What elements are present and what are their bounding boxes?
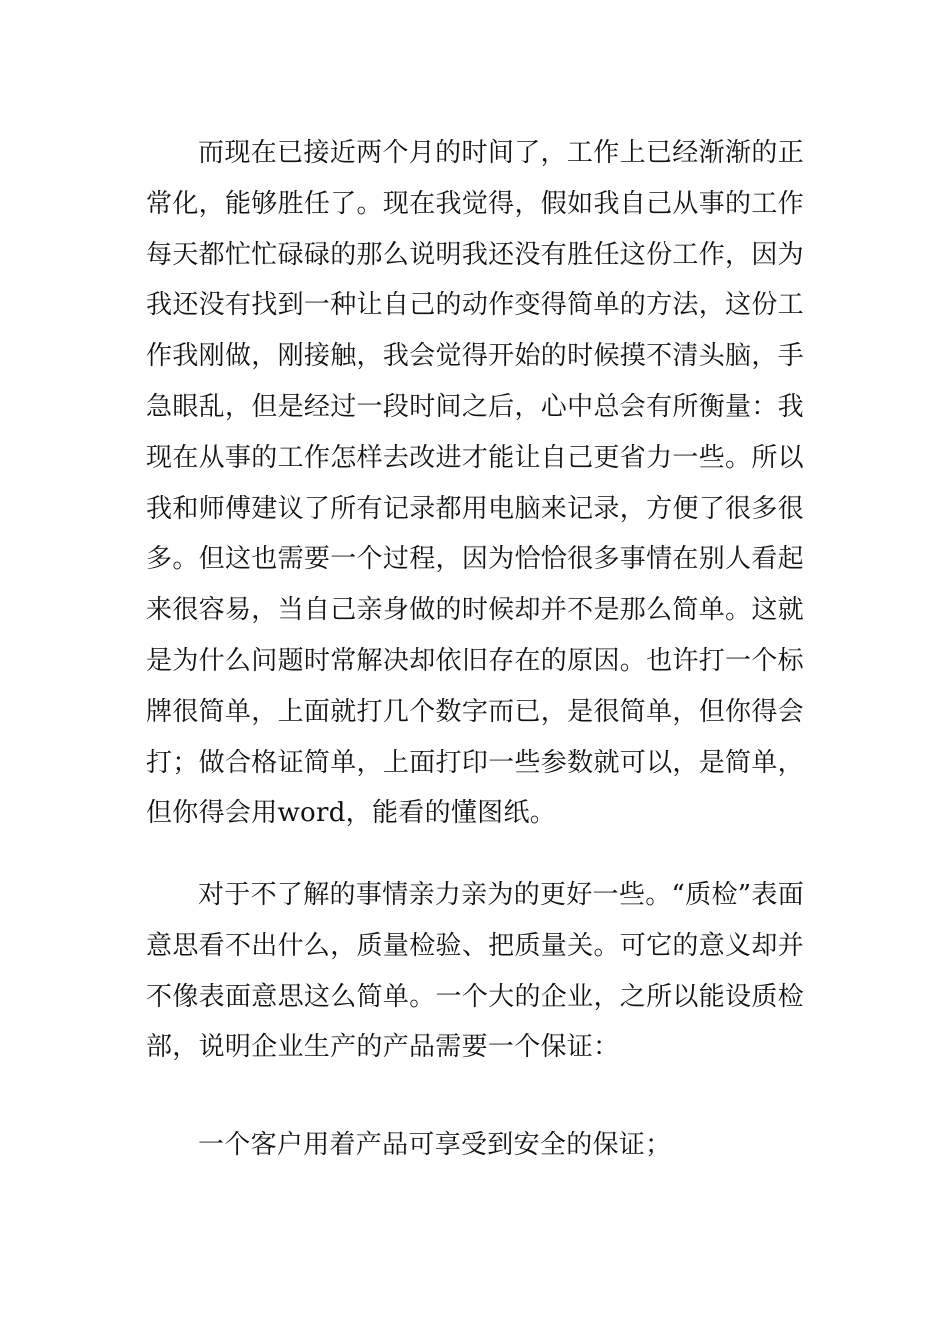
body-paragraph-1: 而现在已接近两个月的时间了，工作上已经渐渐的正常化，能够胜任了。现在我觉得，假如我自己从事的工作每天都忙忙碌碌的那么说明我还没有胜任这份工作，因为我还没有找到一种让自己的动作变得简单的方法，这份工作我刚做，刚接触，我会觉得开始的时候摸不清头脑，手急眼乱，但是经过一段时间之后，心中总会有所衡量：我现在从事的工作怎样去改进才能让自己更省力一些。所以我和师傅建议了所有记录都用电脑来记录，方便了很多很多。但这也需要一个过程，因为恰恰很多事情在别人看起来很容易，当自己亲身做的时候却并不是那么简单。这就是为什么问题时常解决却依旧存在的原因。也许打一个标牌很简单，上面就打几个数字而已，是很简单，但你得会打；做合格证简单，上面打印一些参数就可以，是简单，但你得会用word，能看的懂图纸。 <box>146 138 804 829</box>
body-paragraph-2: 对于不了解的事情亲力亲为的更好一些。“质检”表面意思看不出什么，质量检验、把质量关。可它的意义却并不像表面意思这么简单。一个大的企业，之所以能设质检部，说明企业生产的产品需要一个保证： <box>146 880 804 1063</box>
body-paragraph-3: 一个客户用着产品可享受到安全的保证； <box>198 1130 672 1160</box>
